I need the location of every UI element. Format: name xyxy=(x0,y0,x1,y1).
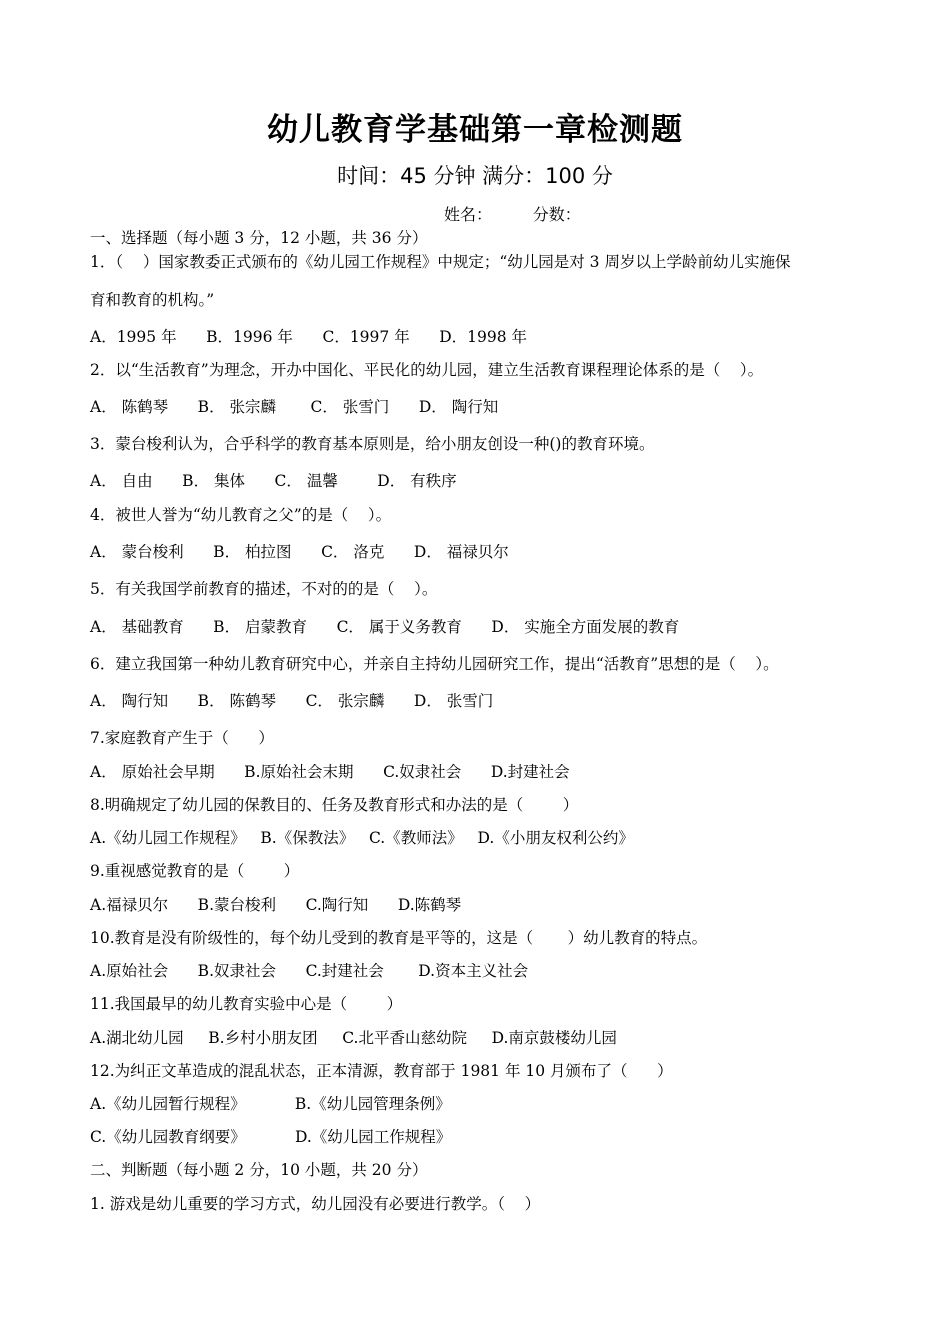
answer-options: A． 陶行知 B． 陈鹤琴 C． 张宗麟 D． 张雪门 xyxy=(90,692,494,710)
question-text: 4．被世人誉为“幼儿教育之父”的是（ ）。 xyxy=(90,506,392,524)
answer-options: A.福禄贝尔 B.蒙台梭利 C.陶行知 D.陈鹤琴 xyxy=(90,896,462,914)
question-text: 1．（ ）国家教委正式颁布的《幼儿园工作规程》中规定；“幼儿园是对 3 周岁以上学龄前幼儿实施保 xyxy=(90,253,791,271)
question-text: 11.我国最早的幼儿教育实验中心是（ ） xyxy=(90,995,403,1013)
name-score-line: 姓名： 分数： xyxy=(444,205,581,224)
exam-time-score: 时间：45 分钟 满分：100 分 xyxy=(337,164,613,188)
question-text: 12.为纠正文革造成的混乱状态，正本清源，教育部于 1981 年 10 月颁布了（ ） xyxy=(90,1062,673,1080)
answer-options: A． 蒙台梭利 B． 柏拉图 C． 洛克 D． 福禄贝尔 xyxy=(90,543,509,561)
question-text: 2．以“生活教育”为理念，开办中国化、平民化的幼儿园，建立生活教育课程理论体系的是（ ）。 xyxy=(90,361,764,379)
answer-options: A． 原始社会早期 B.原始社会末期 C.奴隶社会 D.封建社会 xyxy=(90,763,570,781)
question-text: 5．有关我国学前教育的描述，不对的的是（ ）。 xyxy=(90,580,438,598)
section-heading: 二、判断题（每小题 2 分，10 小题，共 20 分） xyxy=(90,1161,428,1179)
answer-options: A．1995 年 B．1996 年 C．1997 年 D．1998 年 xyxy=(90,328,528,346)
answer-options: A． 基础教育 B． 启蒙教育 C． 属于义务教育 D． 实施全方面发展的教育 xyxy=(90,618,680,636)
question-text: 8.明确规定了幼儿园的保教目的、任务及教育形式和办法的是（ ） xyxy=(90,796,579,814)
answer-options: A.湖北幼儿园 B.乡村小朋友团 C.北平香山慈幼院 D.南京鼓楼幼儿园 xyxy=(90,1029,617,1047)
answer-options: A.《幼儿园工作规程》 B.《保教法》 C.《教师法》 D.《小朋友权利公约》 xyxy=(90,829,634,847)
answer-options: A． 陈鹤琴 B． 张宗麟 C． 张雪门 D． 陶行知 xyxy=(90,398,499,416)
answer-options: A.原始社会 B.奴隶社会 C.封建社会 D.资本主义社会 xyxy=(90,962,529,980)
section-heading: 一、选择题（每小题 3 分，12 小题，共 36 分） xyxy=(90,229,428,247)
question-text: 育和教育的机构。” xyxy=(90,291,215,309)
question-text: 9.重视感觉教育的是（ ） xyxy=(90,862,300,880)
page-title: 幼儿教育学基础第一章检测题 xyxy=(267,112,683,148)
question-text: 7.家庭教育产生于（ ） xyxy=(90,729,274,747)
answer-options: C.《幼儿园教育纲要》 D.《幼儿园工作规程》 xyxy=(90,1128,452,1146)
question-text: 6．建立我国第一种幼儿教育研究中心，并亲自主持幼儿园研究工作，提出“活教育”思想的是（ ）。 xyxy=(90,655,779,673)
question-text: 3．蒙台梭利认为，合乎科学的教育基本原则是，给小朋友创设一种()的教育环境。 xyxy=(90,435,655,453)
question-text: 10.教育是没有阶级性的，每个幼儿受到的教育是平等的，这是（ ）幼儿教育的特点。 xyxy=(90,929,708,947)
answer-options: A.《幼儿园暂行规程》 B.《幼儿园管理条例》 xyxy=(90,1095,451,1113)
answer-options: A． 自由 B． 集体 C． 温馨 D． 有秩序 xyxy=(90,472,457,490)
question-text: 1. 游戏是幼儿重要的学习方式，幼儿园没有必要进行教学。（ ） xyxy=(90,1195,541,1213)
